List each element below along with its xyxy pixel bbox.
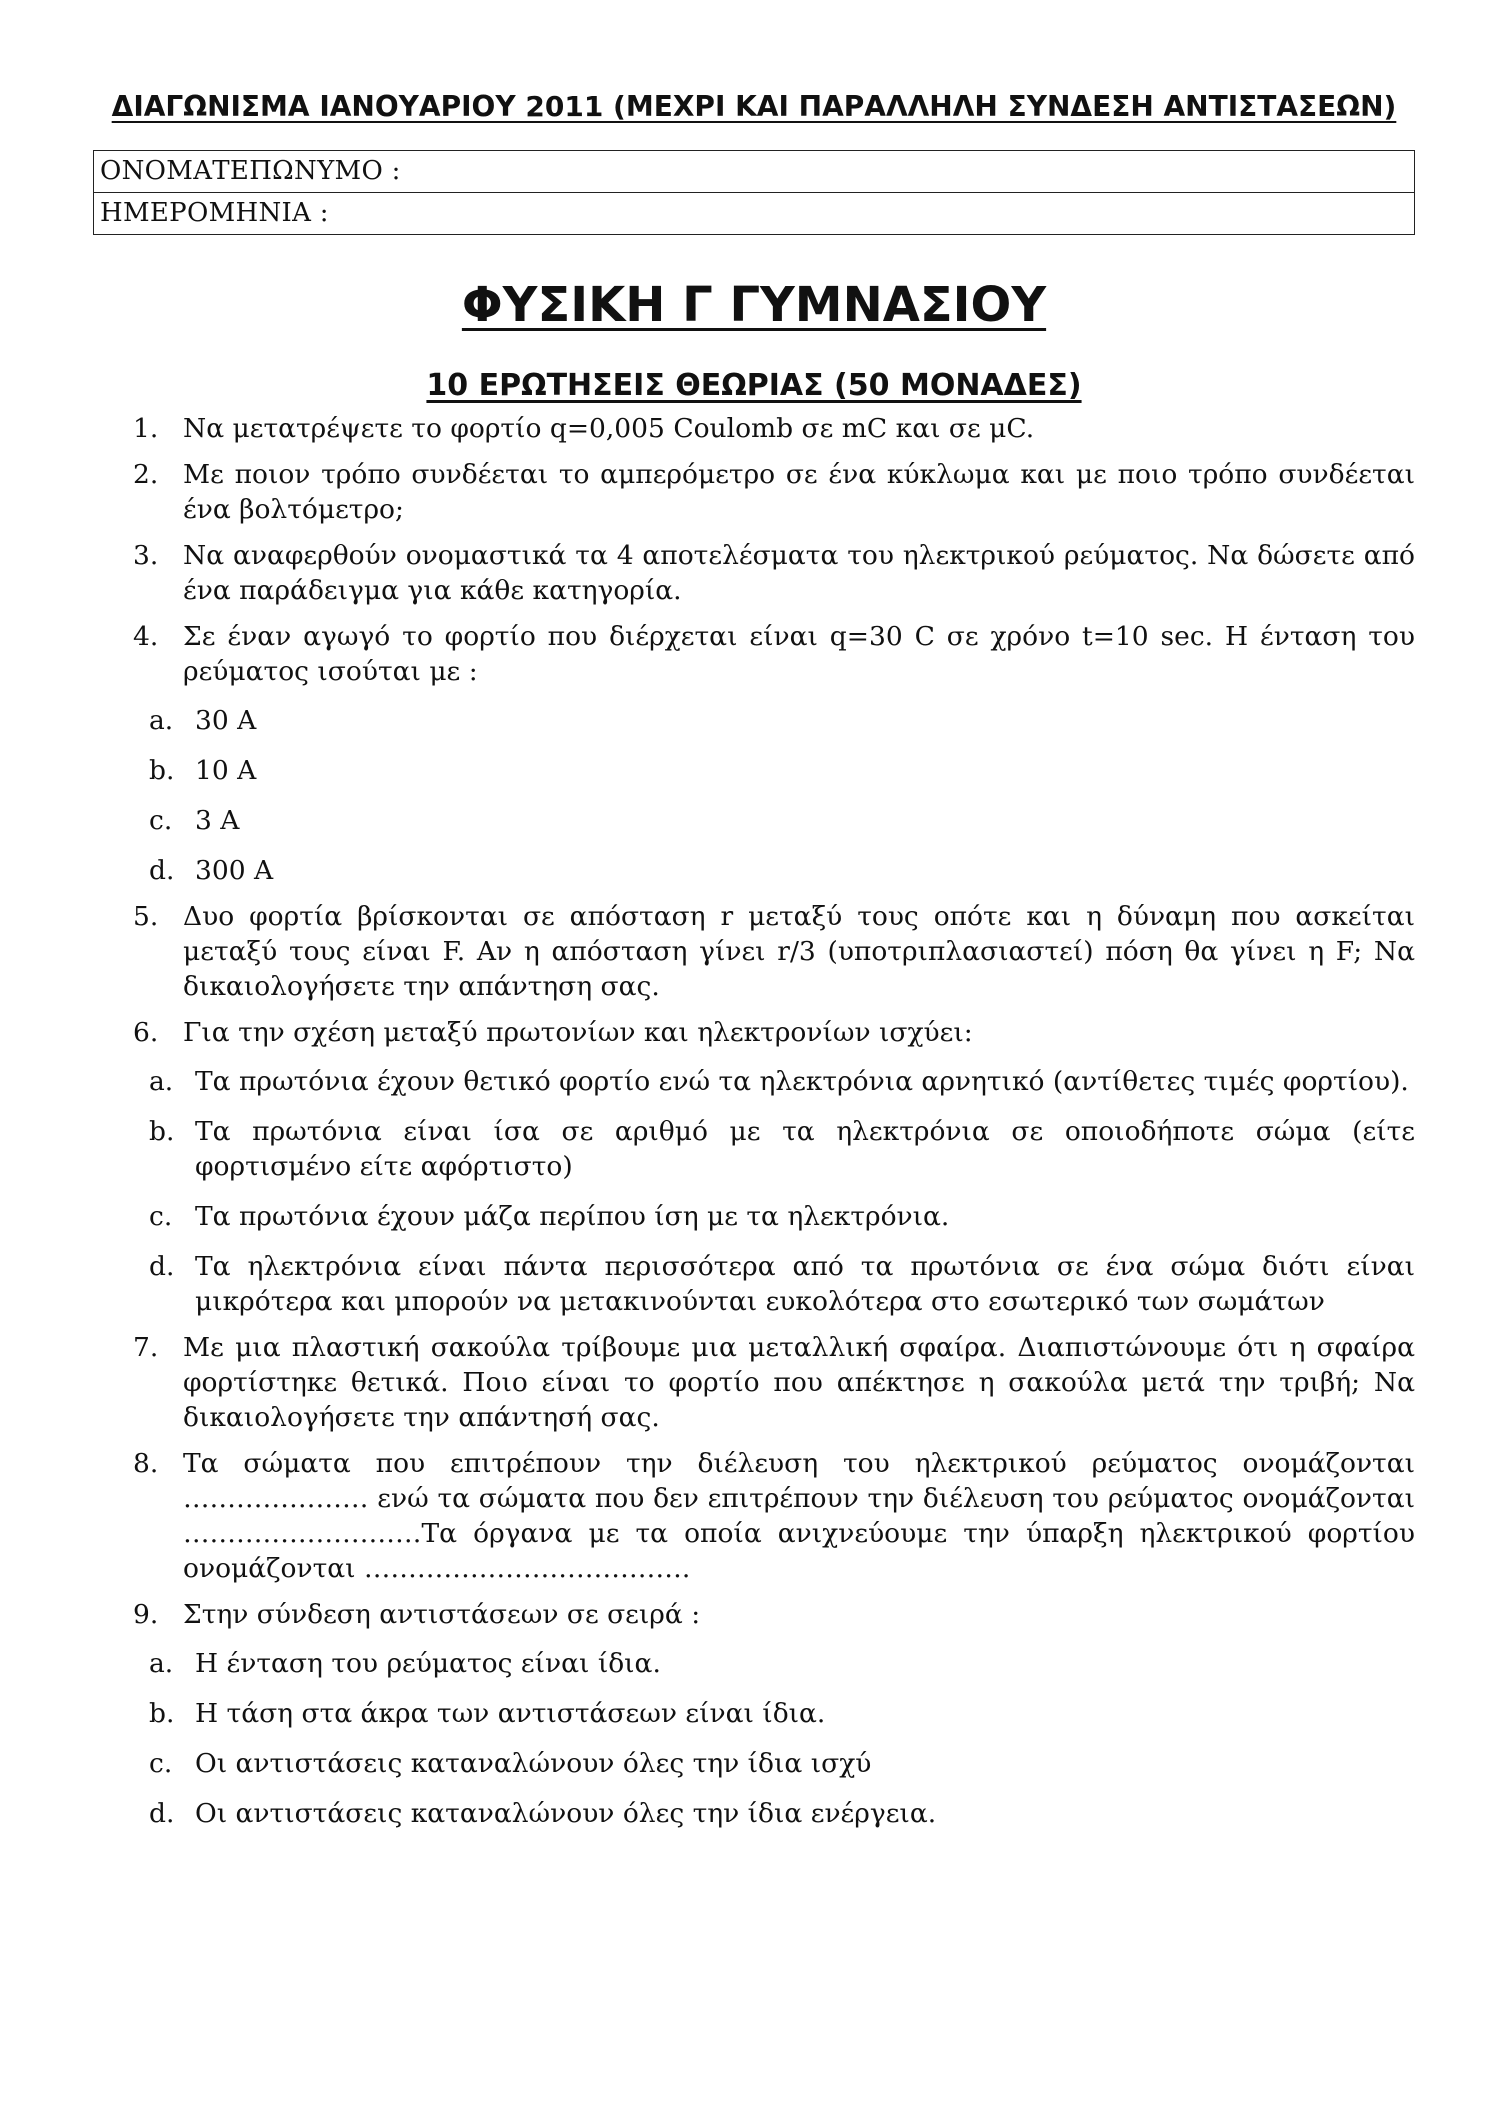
- question-number: 5.: [133, 901, 159, 932]
- answer-option: [93, 1114, 1415, 1184]
- option-letter: a.: [149, 705, 174, 736]
- answer-options: [93, 703, 1415, 888]
- question-text: Για την σχέση μεταξύ πρωτονίων και ηλεκτρονίων ισχύει:: [183, 1017, 973, 1048]
- answer-options: [93, 1064, 1415, 1319]
- option-letter: b.: [149, 1698, 175, 1729]
- option-text: 300 A: [195, 855, 274, 886]
- option-text: Τα πρωτόνια είναι ίσα σε αριθμό με τα ηλεκτρόνια σε οποιοδήποτε σώμα (είτε φορτισμένο είτε αφόρτιστο): [195, 1116, 1415, 1182]
- page-title: [93, 275, 1415, 335]
- question-text: Με μια πλαστική σακούλα τρίβουμε μια μεταλλική σφαίρα. Διαπιστώνουμε ότι η σφαίρα φορτίστηκε θετικά. Ποιο είναι το φορτίο που απέκτησε η σακούλα μετά την τριβή; Να δικαιολογήσετε την απάντησή σας.: [183, 1332, 1415, 1433]
- question-item: [93, 538, 1415, 608]
- exam-header-title-text: ΔΙΑΓΩΝΙΣΜΑ ΙΑΝΟΥΑΡΙΟΥ 2011 (ΜΕΧΡΙ ΚΑΙ ΠΑΡΑΛΛΗΛΗ ΣΥΝΔΕΣΗ ΑΝΤΙΣΤΑΣΕΩΝ): [111, 90, 1397, 123]
- option-letter: b.: [149, 1116, 175, 1147]
- option-text: Τα ηλεκτρόνια είναι πάντα περισσότερα από τα πρωτόνια σε ένα σώμα διότι είναι μικρότερα και μπορούν να μετακινούνται ευκολότερα στο εσωτερικό των σωμάτων: [195, 1251, 1415, 1317]
- student-info-box: [93, 150, 1415, 235]
- option-text: Τα πρωτόνια έχουν θετικό φορτίο ενώ τα ηλεκτρόνια αρνητικό (αντίθετες τιμές φορτίου).: [195, 1066, 1409, 1097]
- question-number: 6.: [133, 1017, 159, 1048]
- option-letter: d.: [149, 1251, 175, 1282]
- answer-option: [93, 1696, 1415, 1731]
- option-letter: d.: [149, 1798, 175, 1829]
- section-title-text: 10 ΕΡΩΤΗΣΕΙΣ ΘΕΩΡΙΑΣ (50 ΜΟΝΑΔΕΣ): [426, 368, 1082, 403]
- option-text: Τα πρωτόνια έχουν μάζα περίπου ίση με τα ηλεκτρόνια.: [195, 1201, 950, 1232]
- question-number: 9.: [133, 1599, 159, 1630]
- option-text: 10 A: [195, 755, 257, 786]
- name-field: ΟΝΟΜΑΤΕΠΩΝΥΜΟ :: [100, 156, 401, 186]
- question-item: [93, 1015, 1415, 1319]
- answer-option: [93, 753, 1415, 788]
- exam-page: [93, 0, 1415, 1831]
- question-number: 2.: [133, 459, 159, 490]
- option-text: Η τάση στα άκρα των αντιστάσεων είναι ίδια.: [195, 1698, 826, 1729]
- option-text: Η ένταση του ρεύματος είναι ίδια.: [195, 1648, 661, 1679]
- answer-option: [93, 803, 1415, 838]
- date-field: ΗΜΕΡΟΜΗΝΙΑ :: [94, 192, 1414, 234]
- question-item: [93, 411, 1415, 446]
- answer-option: [93, 853, 1415, 888]
- answer-option: [93, 1199, 1415, 1234]
- question-text: Σε έναν αγωγό το φορτίο που διέρχεται είναι q=30 C σε χρόνο t=10 sec. Η ένταση του ρεύματος ισούται με :: [183, 621, 1415, 687]
- option-letter: c.: [149, 1748, 173, 1779]
- question-text: Στην σύνδεση αντιστάσεων σε σειρά :: [183, 1599, 701, 1630]
- option-text: Οι αντιστάσεις καταναλώνουν όλες την ίδια ισχύ: [195, 1748, 872, 1779]
- question-number: 4.: [133, 621, 159, 652]
- question-list: [93, 411, 1415, 1831]
- option-letter: b.: [149, 755, 175, 786]
- answer-option: [93, 1064, 1415, 1099]
- question-item: [93, 1446, 1415, 1586]
- answer-option: [93, 1249, 1415, 1319]
- answer-option: [93, 1796, 1415, 1831]
- question-item: [93, 619, 1415, 888]
- option-letter: c.: [149, 805, 173, 836]
- section-title: [93, 367, 1415, 405]
- question-number: 8.: [133, 1448, 159, 1479]
- option-text: 3 A: [195, 805, 240, 836]
- option-text: Οι αντιστάσεις καταναλώνουν όλες την ίδια ενέργεια.: [195, 1798, 937, 1829]
- answer-option: [93, 1746, 1415, 1781]
- question-text: Τα σώματα που επιτρέπουν την διέλευση του ηλεκτρικού ρεύματος ονομάζονται ………………… ενώ τα σώματα που δεν επιτρέπουν την διέλευση του ρεύματος ονομάζονται ………………………Τα όργανα με τα οποία ανιχνεύουμε την ύπαρξη ηλεκτρικού φορτίου ονομάζονται ……………………………….: [183, 1448, 1415, 1584]
- answer-options: [93, 1646, 1415, 1831]
- question-number: 3.: [133, 540, 159, 571]
- question-item: [93, 1330, 1415, 1435]
- question-item: [93, 1597, 1415, 1831]
- option-letter: d.: [149, 855, 175, 886]
- question-number: 1.: [133, 413, 159, 444]
- exam-header-title: [93, 88, 1415, 126]
- question-number: 7.: [133, 1332, 159, 1363]
- option-text: 30 A: [195, 705, 257, 736]
- option-letter: a.: [149, 1648, 174, 1679]
- question-text: Δυο φορτία βρίσκονται σε απόσταση r μεταξύ τους οπότε και η δύναμη που ασκείται μεταξύ τους είναι F. Αν η απόσταση γίνει r/3 (υποτριπλασιαστεί) πόση θα γίνει η F; Να δικαιολογήσετε την απάντηση σας.: [183, 901, 1415, 1002]
- question-text: Με ποιον τρόπο συνδέεται το αμπερόμετρο σε ένα κύκλωμα και με ποιο τρόπο συνδέεται ένα βολτόμετρο;: [183, 459, 1415, 525]
- page-title-text: ΦΥΣΙΚΗ Γ ΓΥΜΝΑΣΙΟΥ: [461, 277, 1047, 333]
- option-letter: c.: [149, 1201, 173, 1232]
- question-item: [93, 457, 1415, 527]
- answer-option: [93, 1646, 1415, 1681]
- answer-option: [93, 703, 1415, 738]
- option-letter: a.: [149, 1066, 174, 1097]
- question-item: [93, 899, 1415, 1004]
- question-text: Να αναφερθούν ονομαστικά τα 4 αποτελέσματα του ηλεκτρικού ρεύματος. Να δώσετε από ένα παράδειγμα για κάθε κατηγορία.: [183, 540, 1415, 606]
- question-text: Να μετατρέψετε το φορτίο q=0,005 Coulomb σε mC και σε μC.: [183, 413, 1035, 444]
